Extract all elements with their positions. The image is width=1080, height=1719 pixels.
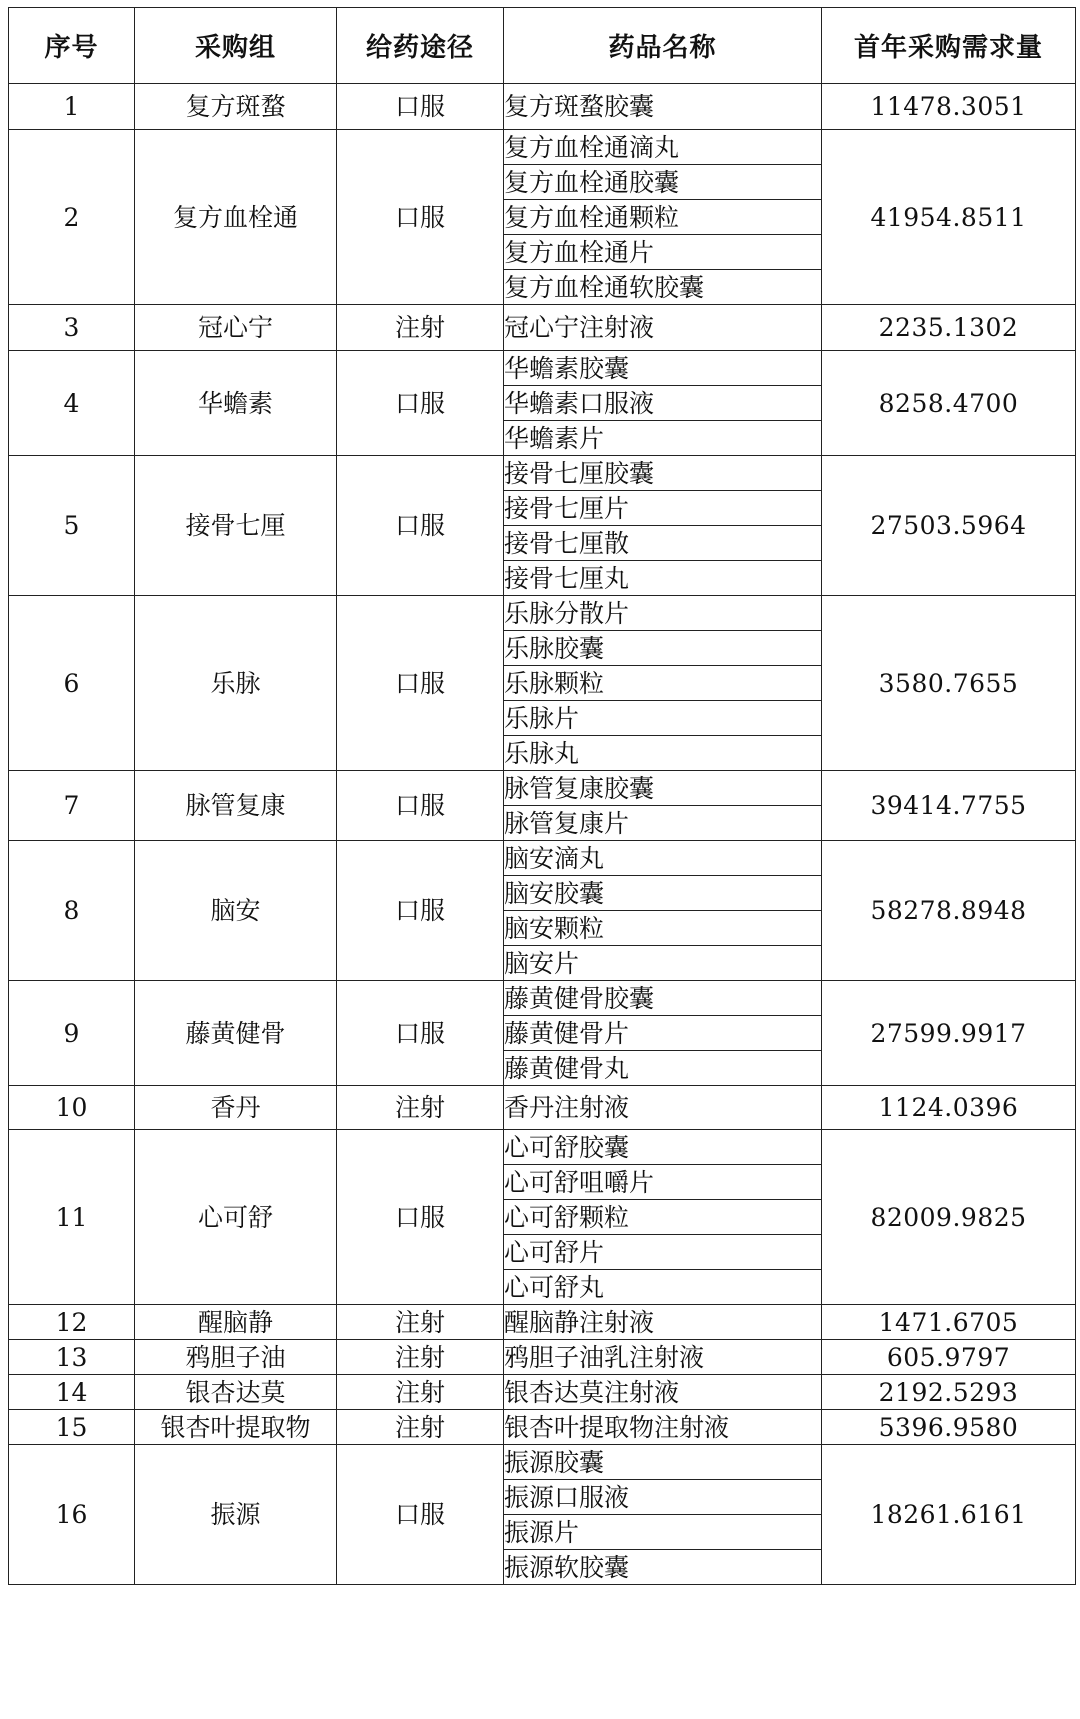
table-row [9, 841, 1076, 876]
row-number: 2 [9, 130, 135, 305]
drug-name: 藤黄健骨片 [504, 1016, 822, 1051]
first-year-quantity: 605.9797 [822, 1340, 1076, 1375]
first-year-quantity: 2192.5293 [822, 1375, 1076, 1410]
administration-route: 口服 [337, 130, 504, 305]
row-number: 7 [9, 771, 135, 841]
row-number: 1 [9, 84, 135, 130]
drug-name: 脑安胶囊 [504, 876, 822, 911]
drug-name: 振源口服液 [504, 1480, 822, 1515]
drug-name: 接骨七厘丸 [504, 561, 822, 596]
drug-name: 脉管复康胶囊 [504, 771, 822, 806]
table-row [9, 1130, 1076, 1165]
drug-name: 心可舒颗粒 [504, 1200, 822, 1235]
first-year-quantity: 18261.6161 [822, 1445, 1076, 1585]
procurement-group: 复方血栓通 [135, 130, 337, 305]
first-year-quantity: 58278.8948 [822, 841, 1076, 981]
header-qty: 首年采购需求量 [822, 8, 1076, 84]
table-row [9, 771, 1076, 806]
row-number: 11 [9, 1130, 135, 1305]
drug-name: 醒脑静注射液 [504, 1305, 822, 1340]
administration-route: 注射 [337, 1305, 504, 1340]
first-year-quantity: 82009.9825 [822, 1130, 1076, 1305]
drug-name: 接骨七厘散 [504, 526, 822, 561]
drug-name: 脑安滴丸 [504, 841, 822, 876]
drug-name: 接骨七厘胶囊 [504, 456, 822, 491]
procurement-group: 复方斑蝥 [135, 84, 337, 130]
table-row [9, 1305, 1076, 1340]
drug-name: 乐脉颗粒 [504, 666, 822, 701]
administration-route: 注射 [337, 1410, 504, 1445]
drug-name: 振源胶囊 [504, 1445, 822, 1480]
drug-name: 脉管复康片 [504, 806, 822, 841]
drug-name: 复方血栓通片 [504, 235, 822, 270]
drug-name: 华蟾素口服液 [504, 386, 822, 421]
procurement-group: 醒脑静 [135, 1305, 337, 1340]
procurement-group: 银杏达莫 [135, 1375, 337, 1410]
table-row [9, 456, 1076, 491]
administration-route: 注射 [337, 1375, 504, 1410]
header-group: 采购组 [135, 8, 337, 84]
administration-route: 口服 [337, 351, 504, 456]
table-row [9, 1340, 1076, 1375]
table-row [9, 1375, 1076, 1410]
drug-name: 乐脉胶囊 [504, 631, 822, 666]
row-number: 4 [9, 351, 135, 456]
table-row [9, 981, 1076, 1016]
first-year-quantity: 5396.9580 [822, 1410, 1076, 1445]
row-number: 9 [9, 981, 135, 1086]
drug-name: 鸦胆子油乳注射液 [504, 1340, 822, 1375]
administration-route: 口服 [337, 84, 504, 130]
procurement-group: 冠心宁 [135, 305, 337, 351]
table-row [9, 130, 1076, 165]
procurement-group: 接骨七厘 [135, 456, 337, 596]
drug-name: 冠心宁注射液 [504, 305, 822, 351]
drug-name: 华蟾素片 [504, 421, 822, 456]
first-year-quantity: 27599.9917 [822, 981, 1076, 1086]
header-row [9, 8, 1076, 84]
drug-name: 心可舒咀嚼片 [504, 1165, 822, 1200]
procurement-group: 心可舒 [135, 1130, 337, 1305]
first-year-quantity: 3580.7655 [822, 596, 1076, 771]
procurement-group: 华蟾素 [135, 351, 337, 456]
drug-name: 香丹注射液 [504, 1086, 822, 1130]
administration-route: 口服 [337, 981, 504, 1086]
drug-name: 银杏叶提取物注射液 [504, 1410, 822, 1445]
header-no: 序号 [9, 8, 135, 84]
procurement-group: 乐脉 [135, 596, 337, 771]
drug-name: 乐脉丸 [504, 736, 822, 771]
administration-route: 口服 [337, 841, 504, 981]
table-row [9, 305, 1076, 351]
drug-name: 复方血栓通滴丸 [504, 130, 822, 165]
administration-route: 口服 [337, 771, 504, 841]
procurement-group: 银杏叶提取物 [135, 1410, 337, 1445]
first-year-quantity: 1124.0396 [822, 1086, 1076, 1130]
row-number: 3 [9, 305, 135, 351]
drug-name: 振源片 [504, 1515, 822, 1550]
table-row [9, 1445, 1076, 1480]
drug-name: 藤黄健骨胶囊 [504, 981, 822, 1016]
administration-route: 注射 [337, 1340, 504, 1375]
first-year-quantity: 1471.6705 [822, 1305, 1076, 1340]
first-year-quantity: 39414.7755 [822, 771, 1076, 841]
row-number: 13 [9, 1340, 135, 1375]
drug-name: 振源软胶囊 [504, 1550, 822, 1585]
procurement-group: 脑安 [135, 841, 337, 981]
row-number: 16 [9, 1445, 135, 1585]
first-year-quantity: 8258.4700 [822, 351, 1076, 456]
procurement-group: 藤黄健骨 [135, 981, 337, 1086]
procurement-group: 鸦胆子油 [135, 1340, 337, 1375]
header-route: 给药途径 [337, 8, 504, 84]
administration-route: 注射 [337, 1086, 504, 1130]
drug-name: 脑安片 [504, 946, 822, 981]
row-number: 15 [9, 1410, 135, 1445]
drug-name: 心可舒丸 [504, 1270, 822, 1305]
row-number: 8 [9, 841, 135, 981]
drug-name: 复方血栓通软胶囊 [504, 270, 822, 305]
drug-name: 银杏达莫注射液 [504, 1375, 822, 1410]
drug-name: 脑安颗粒 [504, 911, 822, 946]
drug-name: 乐脉分散片 [504, 596, 822, 631]
table-row [9, 1086, 1076, 1130]
drug-name: 接骨七厘片 [504, 491, 822, 526]
drug-name: 藤黄健骨丸 [504, 1051, 822, 1086]
drug-name: 华蟾素胶囊 [504, 351, 822, 386]
first-year-quantity: 27503.5964 [822, 456, 1076, 596]
row-number: 12 [9, 1305, 135, 1340]
header-drug: 药品名称 [504, 8, 822, 84]
table-body [9, 84, 1076, 1585]
administration-route: 注射 [337, 305, 504, 351]
row-number: 5 [9, 456, 135, 596]
procurement-group: 脉管复康 [135, 771, 337, 841]
row-number: 6 [9, 596, 135, 771]
procurement-table [8, 7, 1076, 1585]
administration-route: 口服 [337, 596, 504, 771]
drug-name: 心可舒片 [504, 1235, 822, 1270]
row-number: 10 [9, 1086, 135, 1130]
table-row [9, 1410, 1076, 1445]
administration-route: 口服 [337, 1130, 504, 1305]
drug-name: 复方血栓通颗粒 [504, 200, 822, 235]
procurement-group: 振源 [135, 1445, 337, 1585]
table-row [9, 351, 1076, 386]
table-row [9, 596, 1076, 631]
first-year-quantity: 41954.8511 [822, 130, 1076, 305]
administration-route: 口服 [337, 1445, 504, 1585]
drug-name: 复方斑蝥胶囊 [504, 84, 822, 130]
first-year-quantity: 2235.1302 [822, 305, 1076, 351]
procurement-group: 香丹 [135, 1086, 337, 1130]
administration-route: 口服 [337, 456, 504, 596]
drug-name: 复方血栓通胶囊 [504, 165, 822, 200]
first-year-quantity: 11478.3051 [822, 84, 1076, 130]
drug-name: 心可舒胶囊 [504, 1130, 822, 1165]
drug-name: 乐脉片 [504, 701, 822, 736]
row-number: 14 [9, 1375, 135, 1410]
table-row [9, 84, 1076, 130]
